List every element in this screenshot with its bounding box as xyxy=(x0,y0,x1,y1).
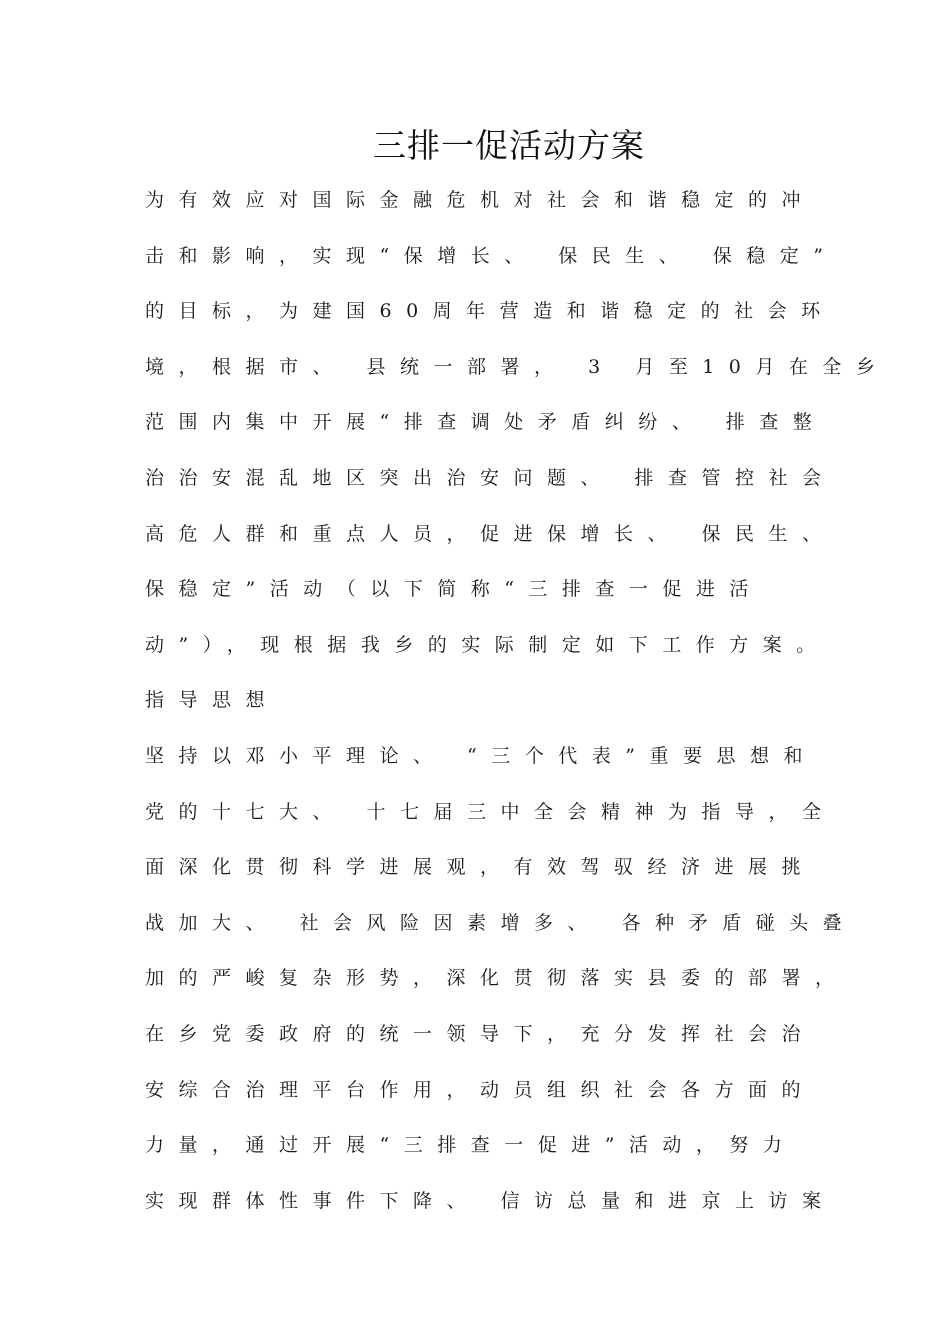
paragraph-line: 实现群体性事件下降、 信访总量和进京上访案 xyxy=(145,1189,836,1212)
paragraph-line: 保稳定”活动（以下简称“三排查一促进活 xyxy=(145,578,763,601)
paragraph-line: 战加大、 社会风险因素增多、 各种矛盾碰头叠 xyxy=(145,911,857,934)
document-title: 三排一促活动方案 xyxy=(373,126,645,165)
paragraph-line: 党的十七大、 十七届三中全会精神为指导，全 xyxy=(145,800,836,823)
paragraph-line: 安综合治理平台作用，动员组织社会各方面的 xyxy=(145,1078,816,1101)
paragraph-line: 范围内集中开展“排查调处矛盾纠纷、 排查整 xyxy=(145,411,827,434)
section-heading: 指导思想 xyxy=(145,689,280,712)
paragraph-line: 动”），现根据我乡的实际制定如下工作方案。 xyxy=(145,633,830,656)
paragraph-line: 加的严峻复杂形势，深化贯彻落实县委的部署， xyxy=(145,967,849,990)
paragraph-line: 力量，通过开展“三排查一促进”活动，努力 xyxy=(145,1134,797,1157)
paragraph-line: 为有效应对国际金融危机对社会和谐稳定的冲 xyxy=(145,189,816,211)
paragraph-line: 高危人群和重点人员，促进保增长、 保民生、 xyxy=(145,522,836,545)
paragraph-line: 境，根据市、 县统一部署， 3 月至10月在全乡 xyxy=(145,355,890,378)
paragraph-line: 治治安混乱地区突出治安问题、 排查管控社会 xyxy=(145,466,836,489)
document-body xyxy=(145,180,890,1236)
paragraph-line: 的目标，为建国60周年营造和谐稳定的社会环 xyxy=(145,300,835,323)
paragraph-line: 面深化贯彻科学进展观，有效驾驭经济进展挑 xyxy=(145,856,816,879)
paragraph-line: 击和影响，实现“保增长、 保民生、 保稳定” xyxy=(145,244,838,267)
paragraph-line: 坚持以邓小平理论、 “三个代表”重要思想和 xyxy=(145,744,817,767)
paragraph-line: 在乡党委政府的统一领导下，充分发挥社会治 xyxy=(145,1022,816,1045)
